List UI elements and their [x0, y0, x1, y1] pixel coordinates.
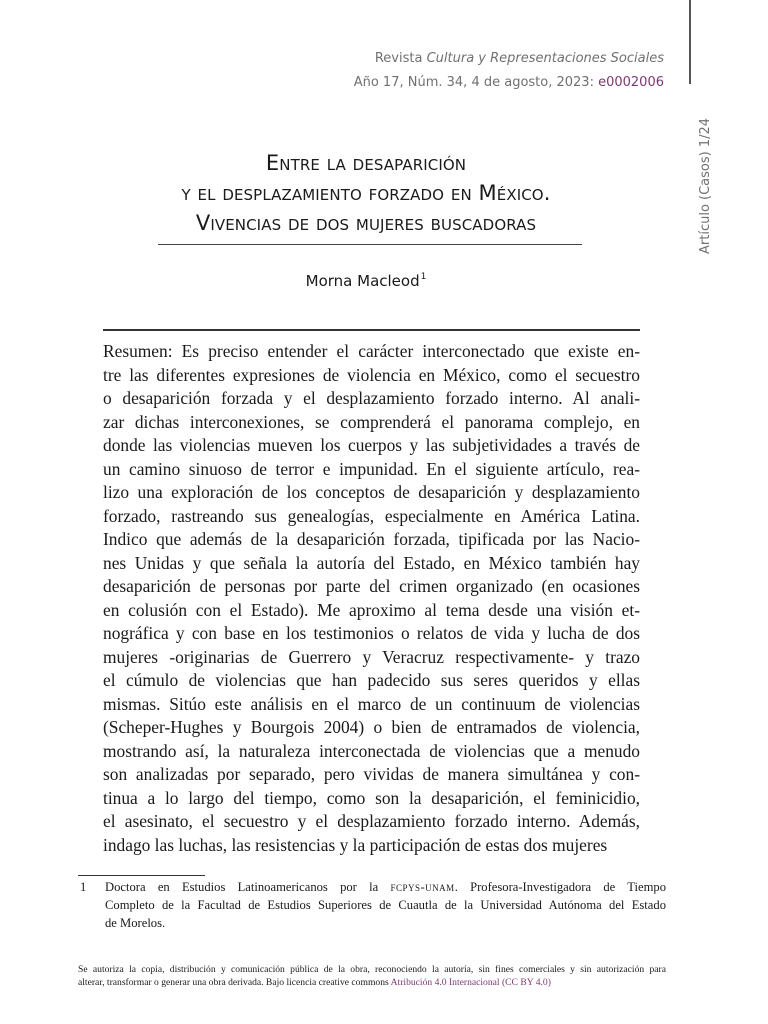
- footnote-number: 1: [80, 880, 87, 894]
- abstract-line: o desaparición forzada y el desplazamiento forzado interno. Al anali-: [103, 388, 640, 408]
- abstract-line: Indico que además de la desaparición forzada, tipificada por las Nacio-: [103, 529, 640, 549]
- abstract-line: tre las diferentes expresiones de violencia en México, como el secuestro: [103, 364, 640, 385]
- journal-header: [354, 47, 664, 95]
- article-title: [90, 148, 642, 238]
- abstract-line: nes Unidas y que señala la autoría del Estado, en México también hay: [103, 552, 640, 573]
- footnote-line: de Morelos.: [105, 916, 166, 930]
- author-name: Morna Macleod: [305, 272, 420, 290]
- abstract-line: (Scheper-Hughes y Bourgois 2004) o bien de entramados de violencia,: [103, 717, 640, 737]
- footnote-line: Completo de la Facultad de Estudios Superiores de Cuautla de la Universidad Autónoma del Estado: [105, 898, 666, 912]
- doi-link[interactable]: e0002006: [598, 75, 664, 90]
- abstract-line: forzado, rastreando sus genealogías, especialmente en América Latina.: [103, 505, 640, 526]
- abstract-line: en colusión con el Estado). Me aproximo al tema desde una visión et-: [103, 599, 640, 620]
- license-line: Se autoriza la copia, distribución y comunicación pública de la obra, reconociendo la autoría, sin fines comerciales y sin autorización para: [78, 964, 666, 975]
- abstract: [103, 340, 640, 857]
- author-footnote-mark[interactable]: 1: [420, 272, 427, 282]
- abstract-line: zar dichas interconexiones, se comprenderá el panorama complejo, en: [103, 411, 640, 432]
- footnote-text: Doctora en Estudios Latinoamericanos por la: [105, 880, 391, 894]
- journal-name: Cultura y Representaciones Sociales: [426, 51, 664, 66]
- abstract-line: un camino sinuoso de terror e impunidad. En el siguiente artículo, rea-: [103, 458, 640, 479]
- abstract-line: mismas. Sitúo este análisis en el marco de un continuum de violencias: [103, 693, 640, 714]
- article-type-page-label: Artículo (Casos) 1/24: [698, 117, 713, 254]
- abstract-line: tinua a lo largo del tiempo, como son la desaparición, el feminicidio,: [103, 787, 640, 808]
- abstract-line: Resumen: Es preciso entender el carácter interconectado que existe en-: [103, 341, 640, 361]
- abstract-line: el cúmulo de violencias que han padecido sus seres queridos y ellas: [103, 670, 640, 690]
- abstract-line: nográfica y con base en los testimonios o relatos de vida y lucha de dos: [103, 623, 640, 643]
- license-link[interactable]: Atribución 4.0 Internacional (CC BY 4.0): [390, 977, 551, 988]
- license-notice: [78, 963, 666, 989]
- footnote-line: [105, 878, 666, 896]
- institution-acronym: fcpys-unam: [390, 880, 455, 894]
- abstract-line: lizo una exploración de los conceptos de desaparición y desplazamiento: [103, 482, 640, 502]
- abstract-top-rule: [103, 329, 640, 331]
- abstract-line: mujeres -originarias de Guerrero y Veracruz respectivamente- y trazo: [103, 646, 640, 667]
- abstract-line: mostrando así, la naturaleza interconectada de violencias que a menudo: [103, 740, 640, 761]
- license-line: [78, 976, 666, 989]
- journal-prefix: Revista: [374, 51, 427, 66]
- abstract-line: el asesinato, el secuestro y el desplazamiento forzado interno. Además,: [103, 811, 640, 831]
- journal-name-line: [354, 47, 664, 71]
- journal-issue: Año 17, Núm. 34, 4 de agosto, 2023:: [353, 75, 599, 90]
- author-line: [90, 272, 642, 290]
- abstract-line: indago las luchas, las resistencias y la participación de estas dos mujeres: [103, 834, 608, 855]
- footnote-rule: [78, 875, 205, 876]
- title-underline: [158, 244, 582, 245]
- footnote-body: [105, 878, 666, 932]
- title-line: y el desplazamiento forzado en México.: [181, 181, 551, 205]
- footnote: [80, 878, 666, 932]
- title-line: Vivencias de dos mujeres buscadoras: [195, 211, 537, 235]
- abstract-line: desaparición de personas por parte del crimen organizado (en ocasiones: [103, 576, 640, 596]
- side-rule: [689, 0, 691, 84]
- license-text: alterar, transformar o generar una obra derivada. Bajo licencia creative commons: [78, 977, 391, 988]
- abstract-line: donde las violencias mueven los cuerpos y las subjetividades a través de: [103, 435, 640, 455]
- title-line: Entre la desaparición: [265, 151, 467, 175]
- journal-issue-line: [354, 71, 664, 95]
- abstract-line: son analizadas por separado, pero vividas de manera simultánea y con-: [103, 764, 640, 784]
- footnote-text: . Profesora-Investigadora de Tiempo: [454, 880, 666, 894]
